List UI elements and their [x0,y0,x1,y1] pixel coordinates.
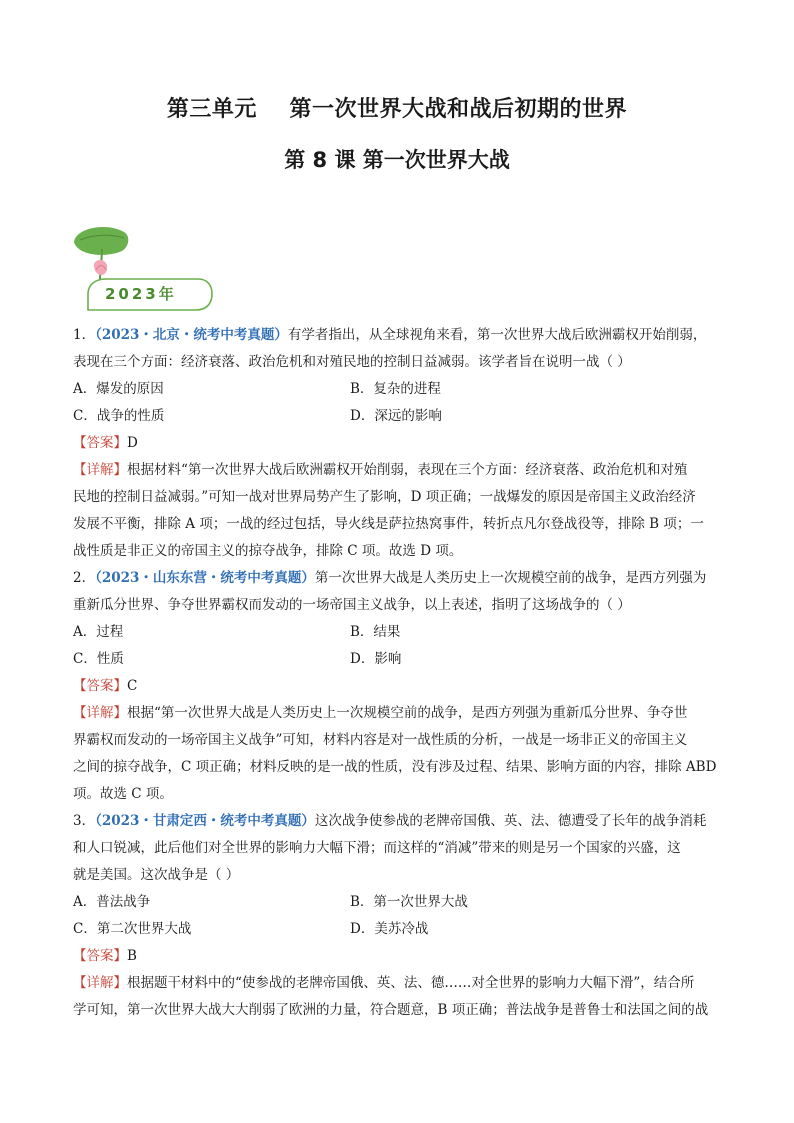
answer-option: D．影响 [350,651,402,667]
option-row [73,889,723,916]
answer-option: A．普法战争 [73,894,151,910]
option-row [73,646,723,673]
answer-option: A．过程 [73,624,124,640]
unit-title: 第三单元 第一次世界大战和战后初期的世界 [166,97,628,122]
explanation-label: 【详解】 [73,975,127,991]
answer-option: C．第二次世界大战 [73,921,192,937]
question-source: （2023・甘肃定西・统考中考真题） [95,813,315,829]
explanation-line [73,781,723,808]
question-stem-line [73,835,723,862]
answer-value: D [127,435,138,451]
question-stem-line [73,322,723,349]
answer-line [73,943,723,970]
option-row [73,376,723,403]
explanation-line [73,727,723,754]
question-number: 1． [73,327,96,343]
explanation-text: 之间的掠夺战争，C 项正确；材料反映的是一战的性质，没有涉及过程、结果、影响方面的内容，排除 ABD [73,759,717,775]
question-stem-text: 第一次世界大战是人类历史上一次规模空前的战争，是西方列强为 [314,570,707,586]
answer-value: C [127,678,138,694]
answer-option: B．第一次世界大战 [350,894,468,910]
explanation-line [73,700,723,727]
explanation-label: 【详解】 [73,462,127,478]
question-stem-text: 这次战争使参战的老牌帝国俄、英、法、德遭受了长年的战争消耗 [314,813,707,829]
explanation-line [73,970,723,997]
answer-option: D．美苏冷战 [350,921,429,937]
explanation-text: 战性质是非正义的帝国主义的掠夺战争，排除 C 项。故选 D 项。 [73,543,463,559]
answer-option: C．性质 [73,651,124,667]
answer-option: B．复杂的进程 [350,381,441,397]
lesson-title: 第 8 课 第一次世界大战 [284,148,510,172]
explanation-label: 【详解】 [73,705,127,721]
explanation-text: 学可知，第一次世界大战大大削弱了欧洲的力量，符合题意，B 项正确；普法战争是普鲁士和法国之间的战 [73,1002,709,1018]
explanation-text: 根据材料“第一次世界大战后欧洲霸权开始削弱，表现在三个方面：经济衰落、政治危机和对殖 [127,462,688,478]
answer-option: C．战争的性质 [73,408,165,424]
option-row [73,619,723,646]
question-number: 3． [73,813,96,829]
explanation-text: 项。故选 C 项。 [73,786,173,802]
explanation-line [73,484,723,511]
question-source: （2023・北京・统考中考真题） [95,327,288,343]
answer-option: A．爆发的原因 [73,381,164,397]
question-number: 2． [73,570,96,586]
explanation-line [73,997,723,1024]
answer-value: B [127,948,137,964]
answer-label: 【答案】 [73,435,127,451]
answer-option: D．深远的影响 [350,408,442,424]
question-stem-line [73,349,723,376]
question-stem-text: 就是美国。这次战争是（ ） [73,867,240,883]
answer-label: 【答案】 [73,948,127,964]
question-block [73,808,723,1024]
year-badge-label: 2023年 [105,285,177,303]
explanation-text: 民地的控制日益减弱。”可知一战对世界局势产生了影响，D 项正确；一战爆发的原因是帝国主义政治经济 [73,489,696,505]
question-block [73,322,723,565]
explanation-text: 界霸权而发动的一场帝国主义战争”可知，材料内容是对一战性质的分析，一战是一场非正义的帝国主义 [73,732,688,748]
question-stem-line [73,862,723,889]
answer-option: B．结果 [350,624,401,640]
question-list [73,322,723,1024]
question-block [73,565,723,808]
explanation-line [73,511,723,538]
question-stem-text: 和人口锐减，此后他们对全世界的影响力大幅下滑；而这样的“消减”带来的则是另一个国家的兴盛，这 [73,840,681,856]
question-stem-line [73,808,723,835]
question-source: （2023・山东东营・统考中考真题） [95,570,315,586]
question-stem-line [73,565,723,592]
explanation-text: 根据题干材料中的“使参战的老牌帝国俄、英、法、德……对全世界的影响力大幅下滑”，结合所 [127,975,695,991]
option-row [73,403,723,430]
answer-label: 【答案】 [73,678,127,694]
question-stem-text: 表现在三个方面：经济衰落、政治危机和对殖民地的控制日益减弱。该学者旨在说明一战（ ） [73,354,631,370]
explanation-line [73,457,723,484]
explanation-line [73,538,723,565]
explanation-text: 根据“第一次世界大战是人类历史上一次规模空前的战争，是西方列强为重新瓜分世界、争夺世 [127,705,688,721]
explanation-line [73,754,723,781]
question-stem-text: 重新瓜分世界、争夺世界霸权而发动的一场帝国主义战争，以上表述，指明了这场战争的（ ） [73,597,631,613]
answer-line [73,430,723,457]
question-stem-line [73,592,723,619]
option-row [73,916,723,943]
question-stem-text: 有学者指出，从全球视角来看，第一次世界大战后欧洲霸权开始削弱， [287,327,707,343]
explanation-text: 发展不平衡，排除 A 项；一战的经过包括，导火线是萨拉热窝事件，转折点凡尔登战役等，排除 B 项；一 [73,516,704,532]
answer-line [73,673,723,700]
